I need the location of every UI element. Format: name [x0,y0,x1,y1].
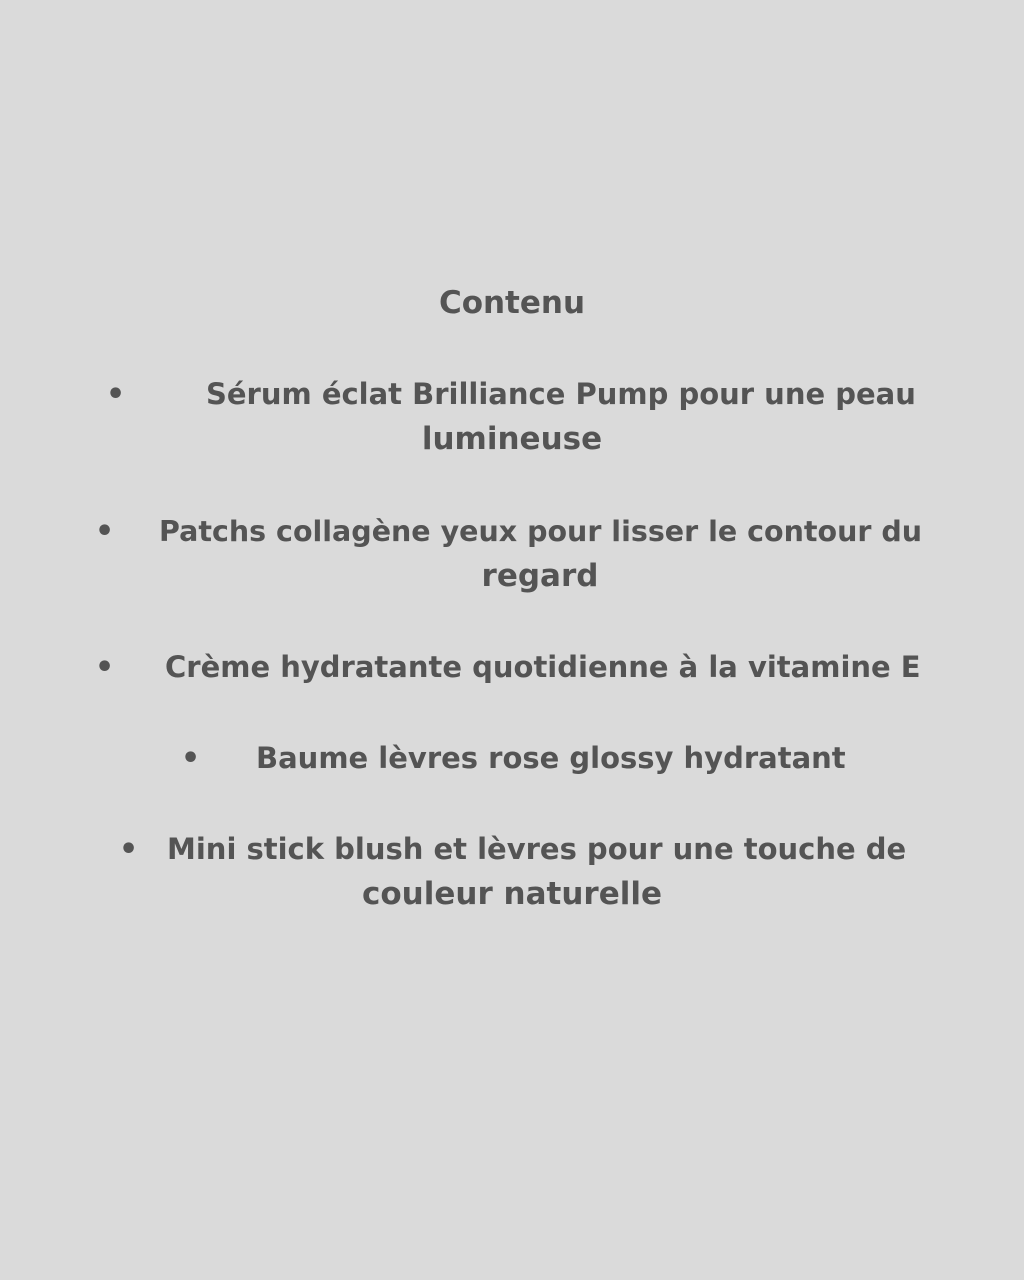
list-item-text: couleur naturelle [361,876,662,912]
bullet-icon: • [181,741,201,776]
list-item-text: lumineuse [421,421,603,457]
bullet-icon: • [119,832,139,867]
bullet-icon: • [95,514,115,549]
list-item-text: Mini stick blush et lèvres pour une touche de [167,832,907,866]
list-item-text: Crème hydratante quotidienne à la vitamine E [165,650,921,684]
page-title: Contenu [438,285,586,321]
list-item-text: Sérum éclat Brilliance Pump pour une peau [206,377,916,411]
list-item-text: regard [481,558,599,594]
list-item-text: Patchs collagène yeux pour lisser le contour du [159,515,923,548]
bullet-icon: • [95,650,115,685]
list-item-text: Baume lèvres rose glossy hydratant [256,741,846,775]
bullet-icon: • [106,377,126,412]
